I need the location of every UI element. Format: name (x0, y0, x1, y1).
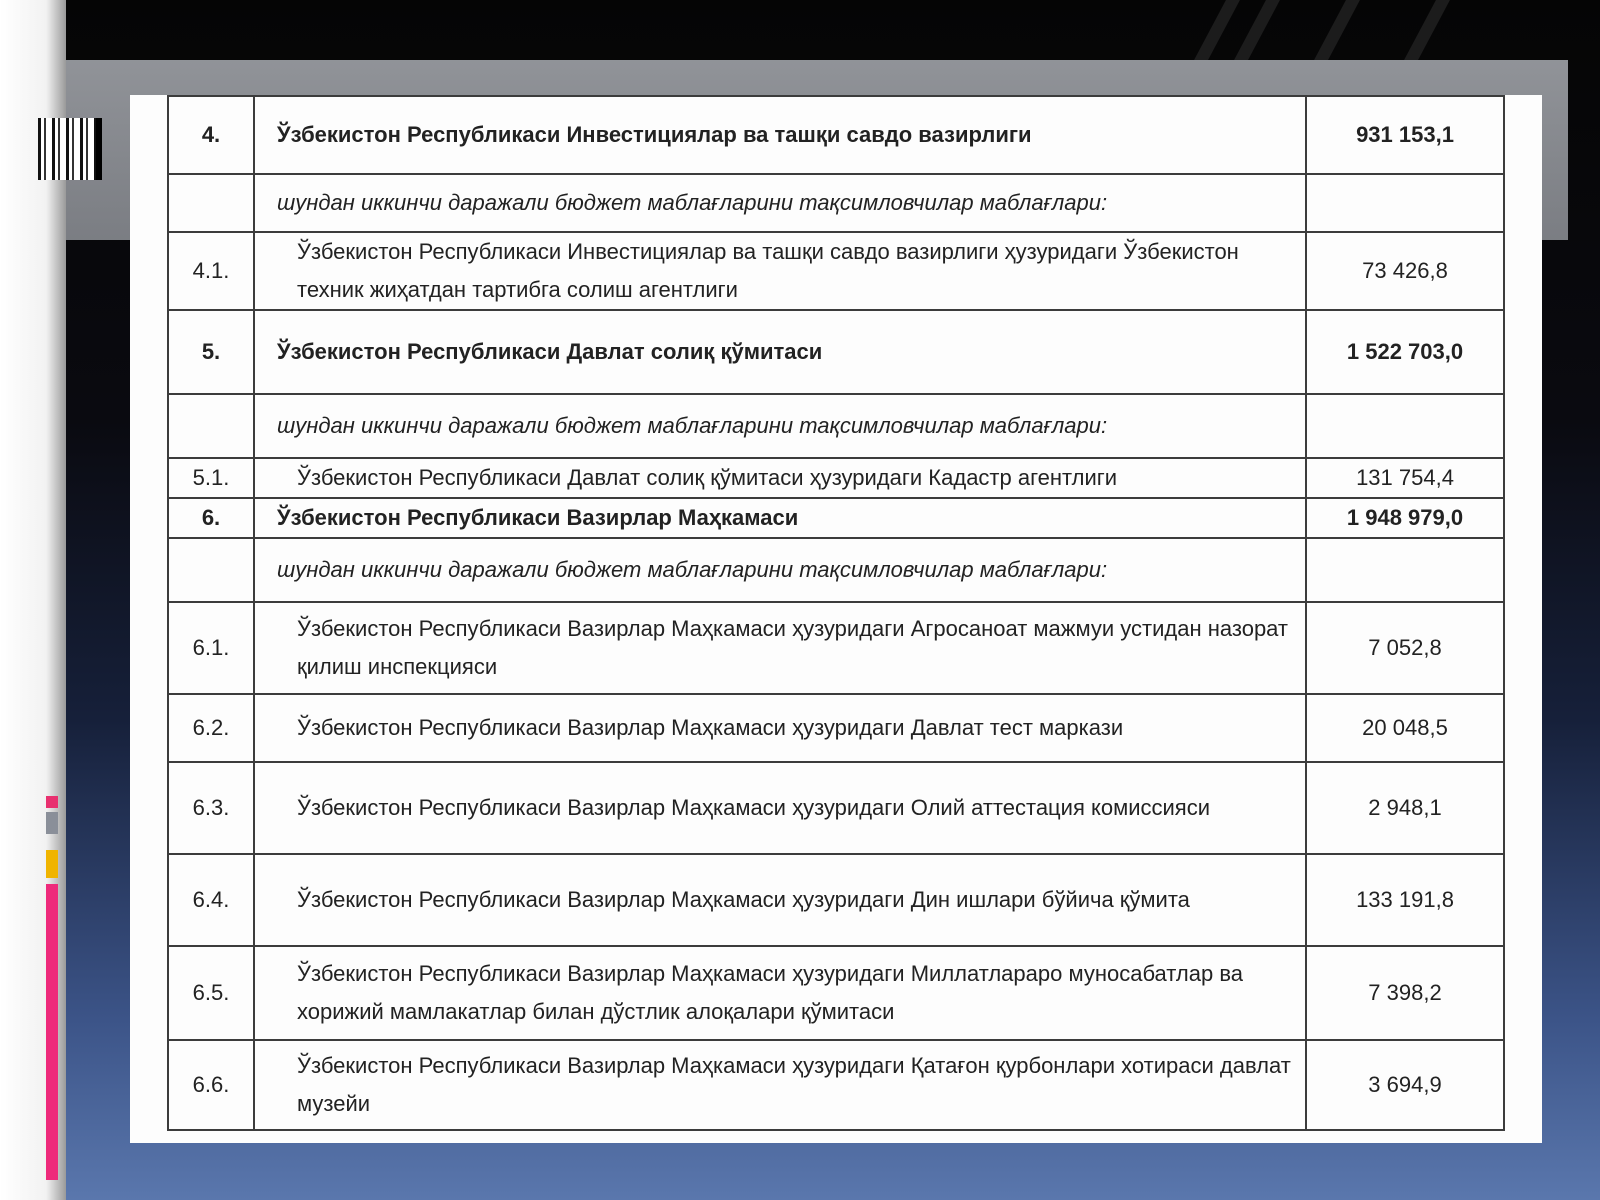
row-number: 6.3. (168, 762, 254, 854)
table-row (168, 498, 1504, 538)
row-number: 6.1. (168, 602, 254, 694)
color-tab-pink (46, 884, 58, 1180)
budget-table (167, 95, 1505, 1131)
row-value: 931 153,1 (1306, 96, 1504, 174)
row-name: Ўзбекистон Республикаси Вазирлар Маҳкамаси ҳузуридаги Олий аттестация комиссияси (254, 762, 1306, 854)
row-name: Ўзбекистон Республикаси Вазирлар Маҳкамаси ҳузуридаги Агросаноат мажмуи устидан назорат қилиш инспекцияси (254, 602, 1306, 694)
row-value: 7 052,8 (1306, 602, 1504, 694)
row-number (168, 394, 254, 458)
row-number: 6.2. (168, 694, 254, 762)
row-name: шундан иккинчи даражали бюджет маблағларини тақсимловчилар маблағлари: (254, 174, 1306, 232)
barcode-icon (38, 118, 102, 180)
row-value: 3 694,9 (1306, 1040, 1504, 1130)
table-row (168, 854, 1504, 946)
row-number: 5. (168, 310, 254, 394)
row-name: Ўзбекистон Республикаси Вазирлар Маҳкамаси ҳузуридаги Қатағон қурбонлари хотираси давлат музейи (254, 1040, 1306, 1130)
table-row (168, 538, 1504, 602)
table-row (168, 762, 1504, 854)
row-value: 1 522 703,0 (1306, 310, 1504, 394)
row-value: 133 191,8 (1306, 854, 1504, 946)
color-tab-yellow (46, 850, 58, 878)
row-value (1306, 538, 1504, 602)
row-value (1306, 394, 1504, 458)
table-row (168, 1040, 1504, 1130)
row-value: 2 948,1 (1306, 762, 1504, 854)
table-row (168, 394, 1504, 458)
row-name: Ўзбекистон Республикаси Инвестициялар ва ташқи савдо вазирлиги ҳузуридаги Ўзбекистон техник жиҳатдан тартибга солиш агентлиги (254, 232, 1306, 310)
row-value (1306, 174, 1504, 232)
row-number: 6.6. (168, 1040, 254, 1130)
row-value: 7 398,2 (1306, 946, 1504, 1040)
row-name: шундан иккинчи даражали бюджет маблағларини тақсимловчилар маблағлари: (254, 394, 1306, 458)
row-number: 4.1. (168, 232, 254, 310)
table-row (168, 694, 1504, 762)
table-row (168, 458, 1504, 498)
row-name: Ўзбекистон Республикаси Вазирлар Маҳкамаси ҳузуридаги Дин ишлари бўйича қўмита (254, 854, 1306, 946)
table-row (168, 310, 1504, 394)
row-number: 6.5. (168, 946, 254, 1040)
table-row (168, 96, 1504, 174)
color-tab-red (46, 796, 58, 808)
row-name: Ўзбекистон Республикаси Давлат солиқ қўмитаси ҳузуридаги Кадастр агентлиги (254, 458, 1306, 498)
row-number (168, 174, 254, 232)
row-name: Ўзбекистон Республикаси Вазирлар Маҳкамаси ҳузуридаги Миллатлараро муносабатлар ва хорижий мамлакатлар билан дўстлик алоқалари қўмитаси (254, 946, 1306, 1040)
row-value: 20 048,5 (1306, 694, 1504, 762)
row-value: 73 426,8 (1306, 232, 1504, 310)
row-number (168, 538, 254, 602)
row-value: 1 948 979,0 (1306, 498, 1504, 538)
row-name: Ўзбекистон Республикаси Вазирлар Маҳкамаси ҳузуридаги Давлат тест маркази (254, 694, 1306, 762)
row-number: 6.4. (168, 854, 254, 946)
row-number: 4. (168, 96, 254, 174)
row-name: Ўзбекистон Республикаси Инвестициялар ва ташқи савдо вазирлиги (254, 96, 1306, 174)
table-row (168, 946, 1504, 1040)
row-name: Ўзбекистон Республикаси Вазирлар Маҳкамаси (254, 498, 1306, 538)
table-row (168, 174, 1504, 232)
table-row (168, 232, 1504, 310)
row-value: 131 754,4 (1306, 458, 1504, 498)
row-name: Ўзбекистон Республикаси Давлат солиқ қўмитаси (254, 310, 1306, 394)
row-name: шундан иккинчи даражали бюджет маблағларини тақсимловчилар маблағлари: (254, 538, 1306, 602)
row-number: 5.1. (168, 458, 254, 498)
row-number: 6. (168, 498, 254, 538)
color-tab-grey (46, 812, 58, 834)
table-row (168, 602, 1504, 694)
document-sheet (130, 95, 1542, 1143)
